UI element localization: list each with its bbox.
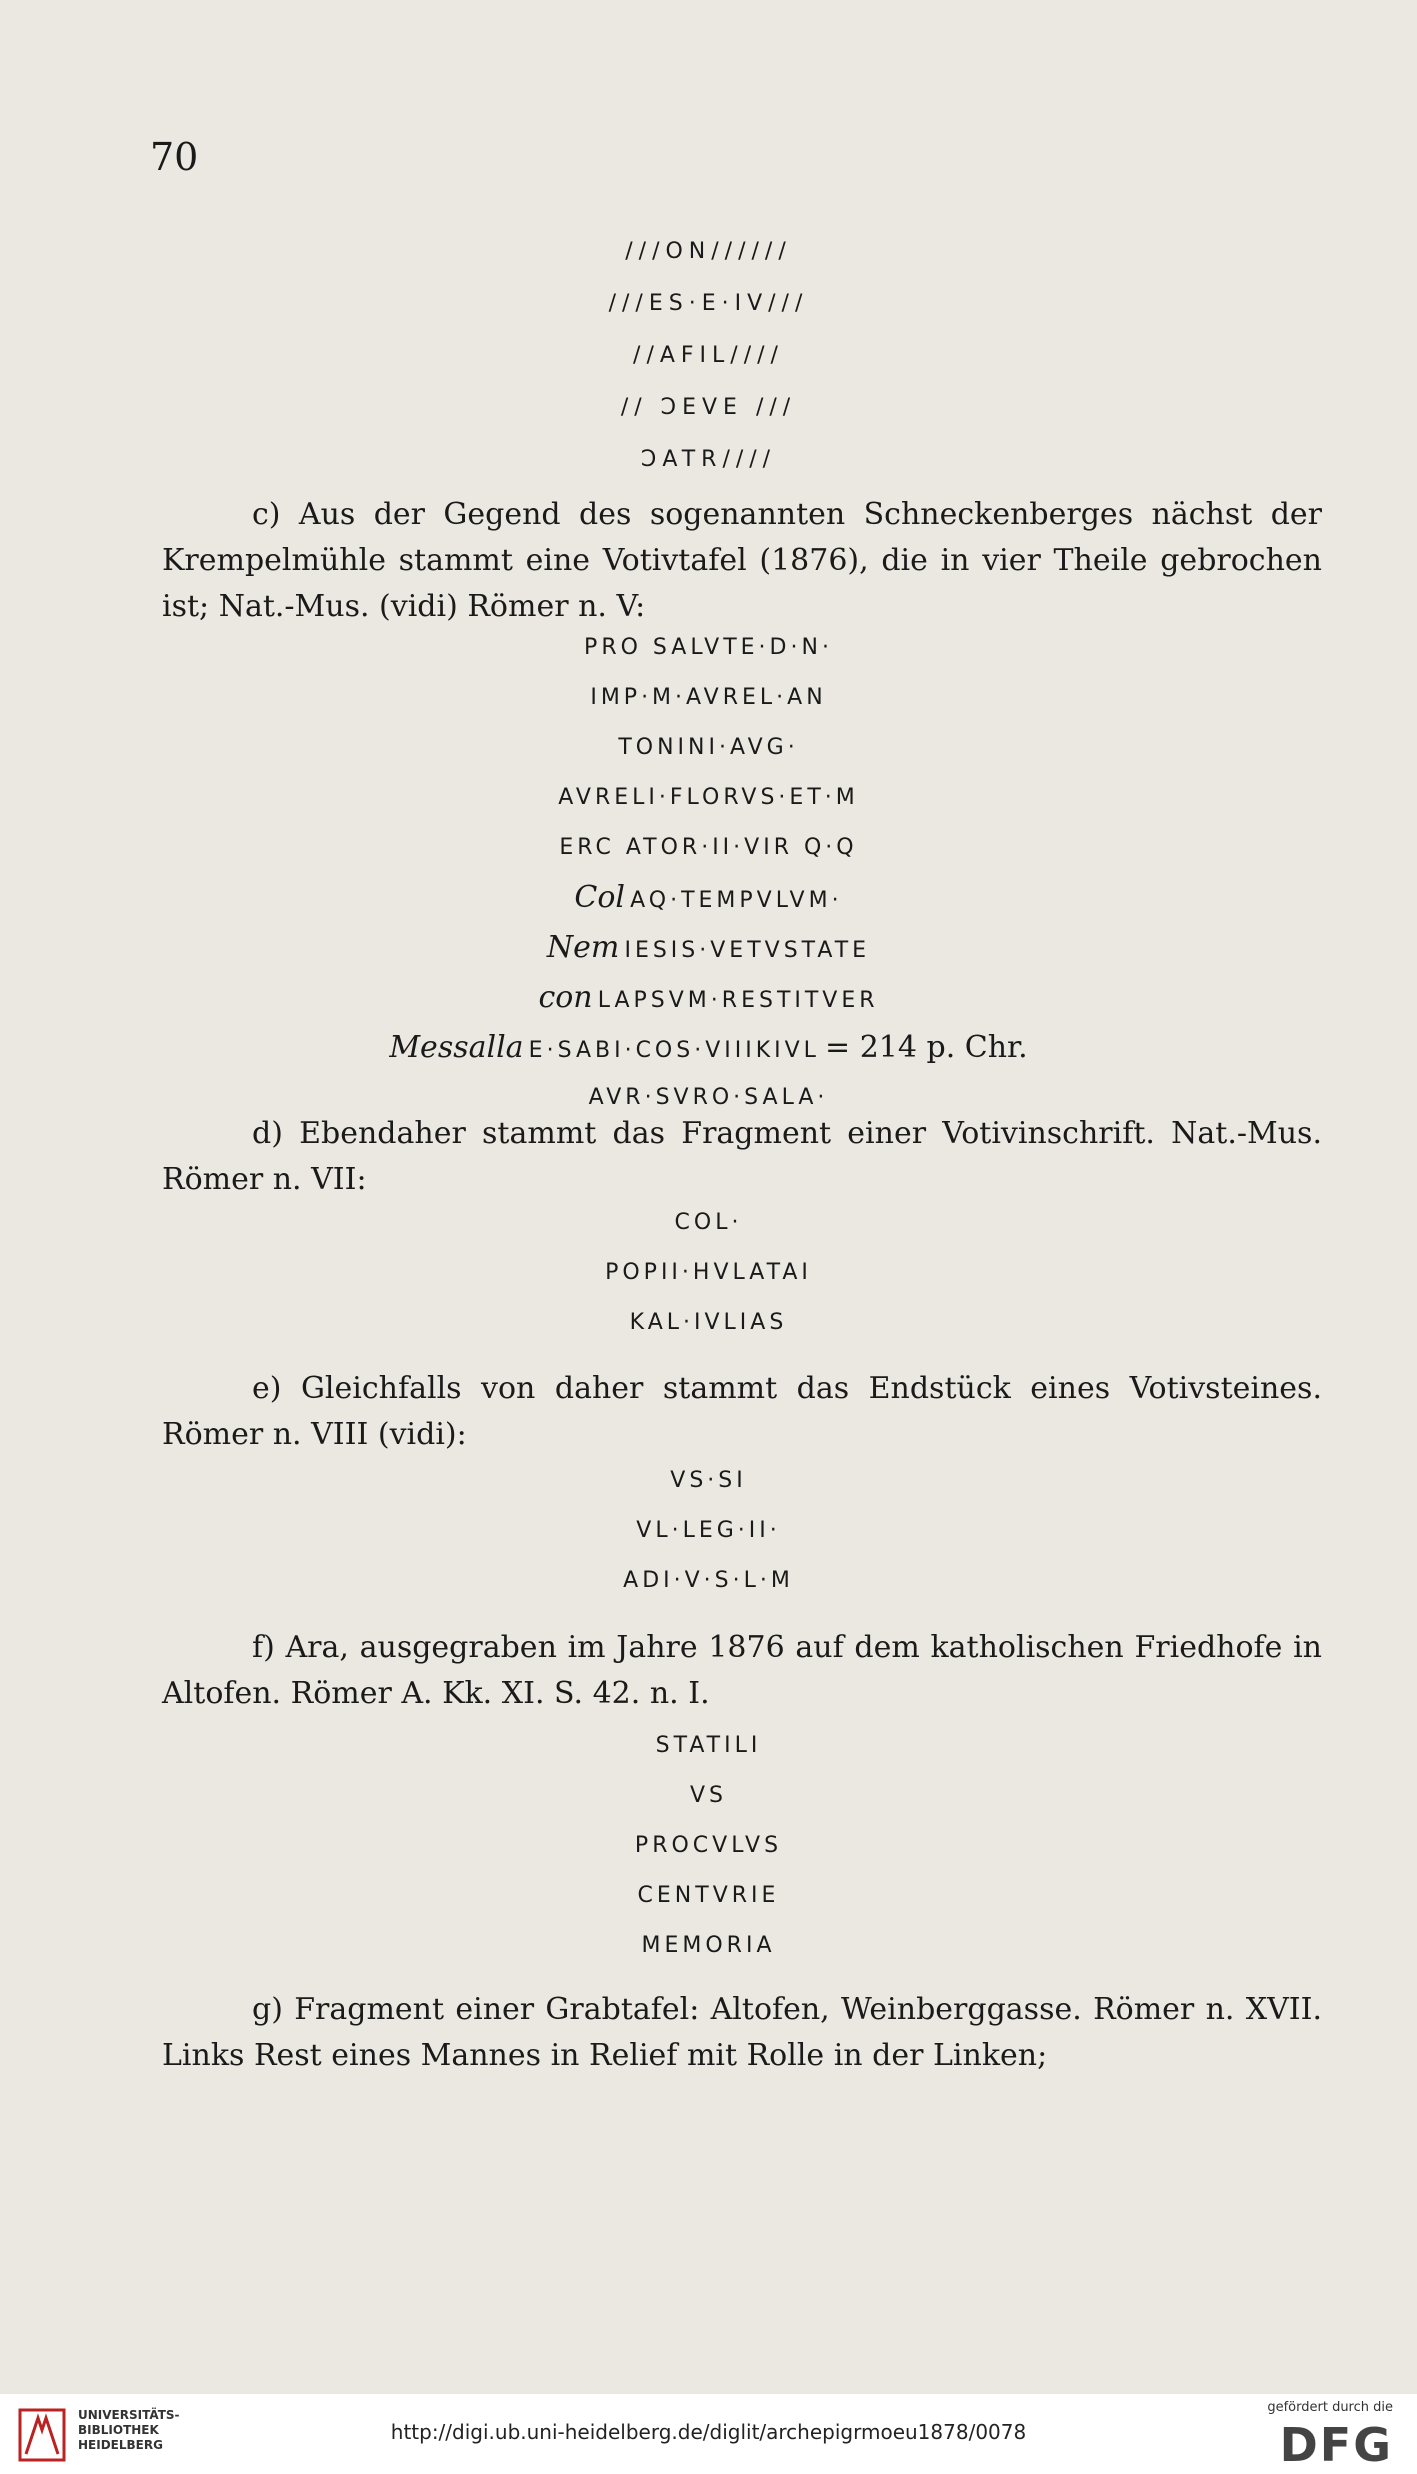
inscription-e <box>0 1456 1417 1606</box>
inscription-line: POPII·HVLATAI <box>605 1260 812 1285</box>
fragment-line: ///ES·E·IV/// <box>608 291 809 316</box>
inscription-line: Col AQ·TEMPVLVM· <box>574 880 843 915</box>
fragment-line: // ƆEVE /// <box>620 395 797 420</box>
paragraph-g: g) Fragment einer Grabtafel: Altofen, Weinberggasse. Römer n. XVII. Links Rest eines Mannes in Relief mit Rolle in der Linken; <box>162 1992 1322 2073</box>
inscription-line: VL·LEG·II· <box>636 1518 781 1543</box>
inscription-line: CENTVRIE <box>637 1883 780 1908</box>
inscription-line: Messalla E·SABI·COS·VIIIKIVL = 214 p. Chr. <box>389 1030 1028 1065</box>
inscription-fragment-top <box>0 226 1417 486</box>
inscription-line: AVRELI·FLORVS·ET·M <box>558 785 859 810</box>
page-number: 70 <box>150 135 199 179</box>
inscription-line: STATILI <box>655 1733 762 1758</box>
inscription-line: IMP·M·AVREL·AN <box>590 685 827 710</box>
inscription-line: TONINI·AVG· <box>618 735 799 760</box>
source-url[interactable]: http://digi.ub.uni-heidelberg.de/diglit/archepigrmoeu1878/0078 <box>390 2420 1027 2444</box>
inscription-line: PRO SALVTE·D·N· <box>584 635 833 660</box>
inscription-line: KAL·IVLIAS <box>629 1310 788 1335</box>
paragraph-e: e) Gleichfalls von daher stammt das Endstück eines Votivsteines. Römer n. VIII (vidi): <box>162 1371 1322 1452</box>
inscription-line: MEMORIA <box>641 1933 776 1958</box>
footer-bar <box>0 2394 1417 2474</box>
inscription-line: ERC ATOR·II·VIR Q·Q <box>559 835 858 860</box>
inscription-line: con LAPSVM·RESTITVER <box>538 980 879 1015</box>
inscription-line: COL· <box>674 1210 743 1235</box>
inscription-line: ADI·V·S·L·M <box>623 1568 794 1593</box>
paragraph-c: c) Aus der Gegend des sogenannten Schneckenberges nächst der Krempelmühle stammt eine Votivtafel (1876), die in vier Theile gebrochen ist; Nat.-Mus. (vidi) Römer n. V: <box>162 497 1322 624</box>
inscription-c <box>0 623 1417 1123</box>
inscription-line: VS <box>689 1783 727 1808</box>
funding-note: gefördert durch die <box>1267 2400 1393 2415</box>
institution-name: UNIVERSITÄTS- BIBLIOTHEK HEIDELBERG <box>78 2408 180 2452</box>
inscription-f <box>0 1721 1417 1971</box>
inscription-line: AVR·SVRO·SALA· <box>588 1085 829 1110</box>
fragment-line: //AFIL//// <box>633 343 784 368</box>
inscription-d <box>0 1198 1417 1348</box>
inscription-line: VS·SI <box>670 1468 747 1493</box>
fragment-line: ƆATR//// <box>640 447 777 472</box>
dfg-logo: DFG <box>1279 2418 1393 2472</box>
paragraph-f: f) Ara, ausgegraben im Jahre 1876 auf dem katholischen Friedhofe in Altofen. Römer A. Kk. XI. S. 42. n. I. <box>162 1630 1322 1711</box>
inscription-line: PROCVLVS <box>634 1833 783 1858</box>
paragraph-d: d) Ebendaher stammt das Fragment einer Votivinschrift. Nat.-Mus. Römer n. VII: <box>162 1116 1322 1197</box>
fragment-line: ///ON////// <box>625 239 792 264</box>
inscription-line: Nem IESIS·VETVSTATE <box>546 930 871 965</box>
